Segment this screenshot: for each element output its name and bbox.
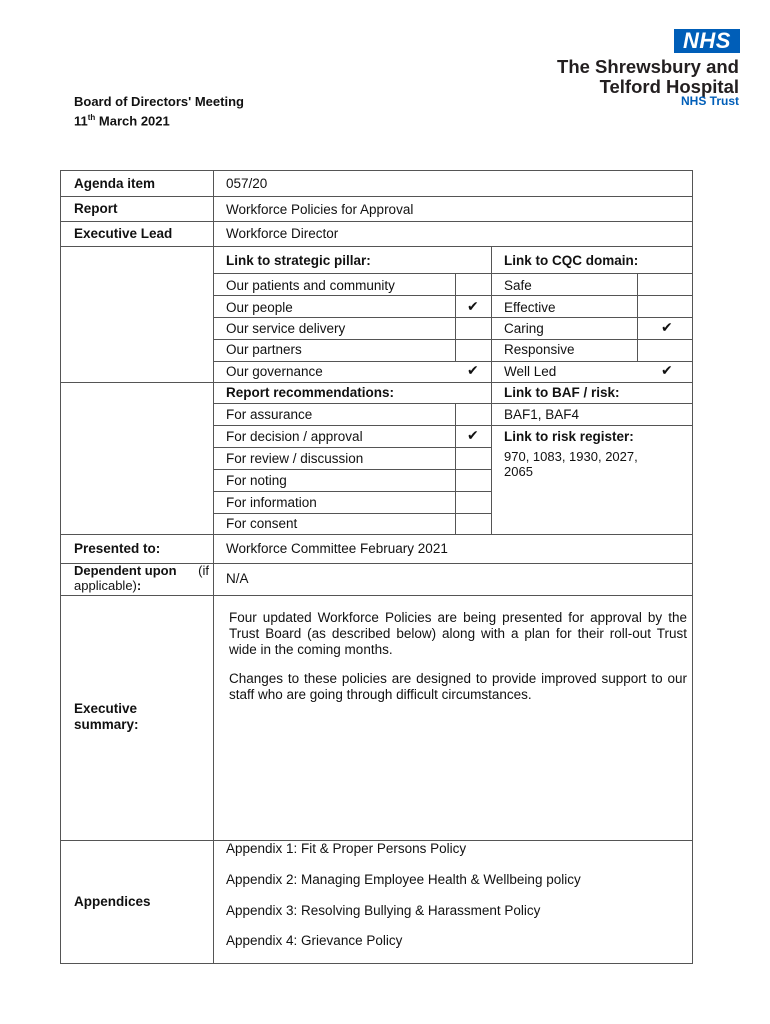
appendices-label: Appendices bbox=[74, 894, 151, 909]
appendix-item: Appendix 4: Grievance Policy bbox=[226, 933, 403, 948]
presented-to-value: Workforce Committee February 2021 bbox=[226, 541, 448, 556]
checkmark-icon: ✔ bbox=[467, 427, 479, 443]
agenda-item-value: 057/20 bbox=[226, 176, 268, 191]
row-divider bbox=[213, 491, 491, 492]
row-divider bbox=[213, 339, 692, 340]
org-name-trust: NHS Trust bbox=[680, 94, 739, 108]
cqc-domain-item: Effective bbox=[504, 300, 556, 315]
report-value: Workforce Policies for Approval bbox=[226, 202, 414, 217]
org-name-line-2: Telford Hospital bbox=[599, 76, 739, 97]
strategic-pillar-item: Our governance bbox=[226, 364, 323, 379]
checkmark-icon: ✔ bbox=[661, 319, 673, 335]
column-divider bbox=[455, 273, 456, 361]
appendix-item: Appendix 2: Managing Employee Health & Wellbeing policy bbox=[226, 872, 581, 887]
appendix-item: Appendix 1: Fit & Proper Persons Policy bbox=[226, 841, 467, 856]
presented-to-label: Presented to: bbox=[74, 541, 161, 556]
cqc-domain-item: Caring bbox=[504, 321, 544, 336]
agenda-item-label: Agenda item bbox=[74, 176, 156, 191]
row-divider bbox=[213, 403, 692, 404]
recommendation-item: For review / discussion bbox=[226, 451, 364, 466]
meeting-heading bbox=[74, 94, 244, 129]
recommendation-item: For information bbox=[226, 495, 317, 510]
row-divider bbox=[213, 469, 491, 470]
dependent-upon-label bbox=[74, 563, 209, 593]
meeting-date-suffix: th bbox=[87, 113, 96, 122]
baf-heading: Link to BAF / risk: bbox=[504, 385, 620, 400]
row-divider bbox=[213, 317, 692, 318]
cqc-domain-item: Responsive bbox=[504, 342, 575, 357]
appendix-item: Appendix 3: Resolving Bullying & Harassment Policy bbox=[226, 903, 541, 918]
row-divider bbox=[61, 196, 692, 197]
organisation-name bbox=[557, 57, 739, 97]
cqc-domain-heading: Link to CQC domain: bbox=[504, 253, 639, 268]
executive-summary-paragraph-1: Four updated Workforce Policies are being presented for approval by the Trust Board (as described below) along with a plan for their roll-out Trust wide in the coming months. bbox=[229, 610, 687, 657]
executive-summary-paragraph-2: Changes to these policies are designed to provide improved support to our staff who are going through difficult circumstances. bbox=[229, 671, 687, 702]
executive-lead-value: Workforce Director bbox=[226, 226, 339, 241]
row-divider bbox=[213, 361, 692, 362]
cqc-domain-item: Well Led bbox=[504, 364, 557, 379]
dependent-upon-label-colon: : bbox=[136, 578, 142, 593]
checkmark-icon: ✔ bbox=[467, 298, 479, 314]
row-divider bbox=[213, 513, 491, 514]
dependent-upon-label-paren: (if bbox=[198, 563, 209, 578]
nhs-logo: NHS bbox=[674, 29, 740, 53]
row-divider bbox=[213, 273, 692, 274]
org-name-line-1: The Shrewsbury and bbox=[557, 56, 739, 77]
executive-summary-label bbox=[74, 701, 139, 733]
checkmark-icon: ✔ bbox=[661, 362, 673, 378]
meeting-date bbox=[74, 110, 244, 129]
recommendations-heading: Report recommendations: bbox=[226, 385, 395, 400]
dependent-upon-value: N/A bbox=[226, 571, 249, 586]
row-divider bbox=[213, 295, 692, 296]
dependent-upon-label-line-2: applicable) bbox=[74, 578, 137, 593]
executive-summary-label-line-1: Executive bbox=[74, 701, 138, 716]
row-divider bbox=[61, 382, 692, 383]
row-divider bbox=[61, 595, 692, 596]
column-divider bbox=[455, 403, 456, 534]
meeting-date-day: 11 bbox=[74, 113, 88, 129]
meeting-title: Board of Directors' Meeting bbox=[74, 94, 244, 109]
executive-lead-label: Executive Lead bbox=[74, 226, 173, 241]
strategic-pillar-heading: Link to strategic pillar: bbox=[226, 253, 371, 268]
row-divider bbox=[61, 534, 692, 535]
cover-sheet-table bbox=[60, 170, 693, 964]
strategic-pillar-item: Our service delivery bbox=[226, 321, 346, 336]
column-divider bbox=[491, 246, 492, 534]
recommendation-item: For decision / approval bbox=[226, 429, 363, 444]
recommendation-item: For noting bbox=[226, 473, 287, 488]
checkmark-icon: ✔ bbox=[467, 362, 479, 378]
report-label: Report bbox=[74, 201, 118, 216]
column-divider bbox=[213, 171, 214, 963]
strategic-pillar-item: Our patients and community bbox=[226, 278, 395, 293]
row-divider bbox=[213, 425, 692, 426]
row-divider bbox=[61, 221, 692, 222]
row-divider bbox=[213, 447, 491, 448]
row-divider bbox=[61, 246, 692, 247]
column-divider bbox=[637, 273, 638, 361]
risk-register-heading: Link to risk register: bbox=[504, 429, 634, 444]
strategic-pillar-item: Our people bbox=[226, 300, 293, 315]
baf-value: BAF1, BAF4 bbox=[504, 407, 580, 422]
risk-register-value-line-1: 970, 1083, 1930, 2027, bbox=[504, 449, 638, 464]
dependent-upon-label-bold: Dependent upon bbox=[74, 563, 177, 578]
cqc-domain-item: Safe bbox=[504, 278, 532, 293]
executive-summary-label-line-2: summary: bbox=[74, 717, 139, 732]
recommendation-item: For consent bbox=[226, 516, 298, 531]
recommendation-item: For assurance bbox=[226, 407, 313, 422]
risk-register-value-line-2: 2065 bbox=[504, 464, 533, 479]
meeting-date-rest: March 2021 bbox=[95, 113, 170, 129]
strategic-pillar-item: Our partners bbox=[226, 342, 302, 357]
